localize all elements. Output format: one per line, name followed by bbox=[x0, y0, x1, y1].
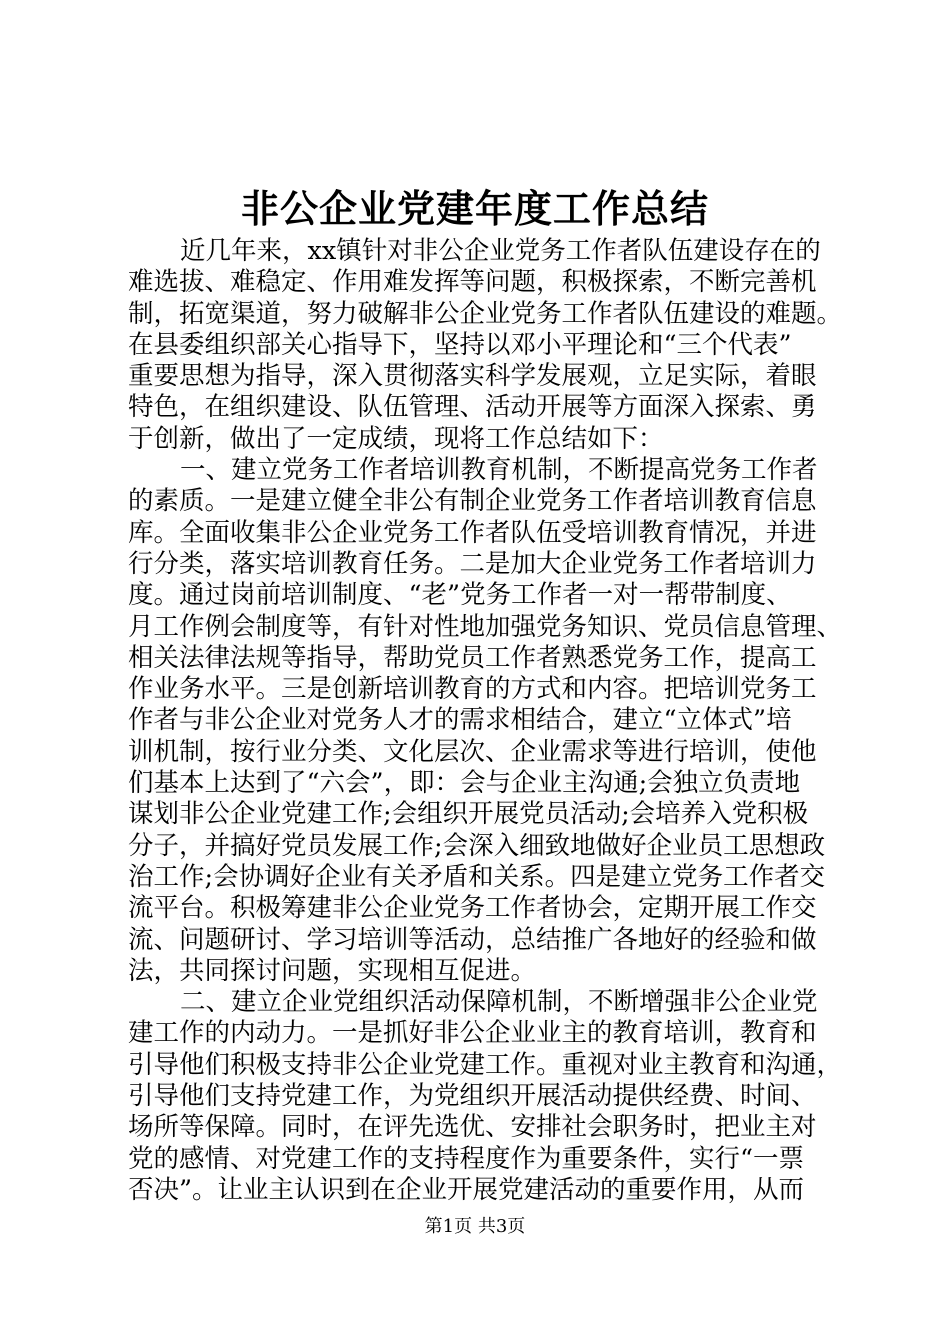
paragraph-line: 们基本上达到了“六会”，即：会与企业主沟通;会独立负责地 bbox=[128, 768, 801, 799]
paragraph-line: 场所等保障。同时，在评先选优、安排社会职务时，把业主对 bbox=[128, 1112, 817, 1143]
paragraph-line: 流平台。积极筹建非公企业党务工作者协会，定期开展工作交 bbox=[128, 893, 817, 924]
document-title: 非公企业党建年度工作总结 bbox=[240, 186, 709, 231]
paragraph-line: 在县委组织部关心指导下，坚持以邓小平理论和“三个代表” bbox=[128, 329, 792, 360]
paragraph-line: 难选拔、难稳定、作用难发挥等问题，积极探索，不断完善机 bbox=[128, 267, 817, 298]
paragraph-line: 建工作的内动力。一是抓好非公企业业主的教育培训，教育和 bbox=[128, 1018, 817, 1049]
paragraph-line: 重要思想为指导，深入贯彻落实科学发展观，立足实际，着眼 bbox=[128, 361, 817, 392]
paragraph-line: 谋划非公企业党建工作;会组织开展党员活动;会培养入党积极 bbox=[128, 799, 809, 830]
paragraph-line: 库。全面收集非公企业党务工作者队伍受培训教育情况，并进 bbox=[128, 517, 817, 548]
page-footer: 第1页 共3页 bbox=[424, 1216, 526, 1237]
paragraph-line: 于创新，做出了一定成绩，现将工作总结如下： bbox=[128, 423, 664, 454]
paragraph-line: 制，拓宽渠道，努力破解非公企业党务工作者队伍建设的难题。 bbox=[128, 298, 843, 329]
paragraph-line: 二、建立企业党组织活动保障机制，不断增强非公企业党 bbox=[180, 987, 818, 1018]
paragraph-line: 度。通过岗前培训制度、“老”党务工作者一对一帮带制度、 bbox=[128, 580, 792, 611]
paragraph-line: 特色，在组织建设、队伍管理、活动开展等方面深入探索、勇 bbox=[128, 392, 817, 423]
paragraph-line: 流、问题研讨、学习培训等活动，总结推广各地好的经验和做 bbox=[128, 924, 817, 955]
paragraph-line: 引导他们积极支持非公企业党建工作。重视对业主教育和沟通， bbox=[128, 1049, 843, 1080]
paragraph-line: 作业务水平。三是创新培训教育的方式和内容。把培训党务工 bbox=[128, 674, 817, 705]
paragraph-line: 引导他们支持党建工作，为党组织开展活动提供经费、时间、 bbox=[128, 1081, 817, 1112]
paragraph-line: 的素质。一是建立健全非公有制企业党务工作者培训教育信息 bbox=[128, 486, 817, 517]
paragraph-line: 作者与非公企业对党务人才的需求相结合，建立“立体式”培 bbox=[128, 705, 792, 736]
document-body bbox=[128, 236, 843, 1206]
paragraph-line: 相关法律法规等指导，帮助党员工作者熟悉党务工作，提高工 bbox=[128, 642, 817, 673]
paragraph-line: 行分类，落实培训教育任务。二是加大企业党务工作者培训力 bbox=[128, 548, 817, 579]
paragraph-line: 法，共同探讨问题，实现相互促进。 bbox=[128, 955, 537, 986]
paragraph-line: 党的感情、对党建工作的支持程度作为重要条件，实行“一票 bbox=[128, 1143, 805, 1174]
paragraph-line: 近几年来，xx镇针对非公企业党务工作者队伍建设存在的 bbox=[180, 236, 821, 266]
paragraph-line: 训机制，按行业分类、文化层次、企业需求等进行培训，使他 bbox=[128, 736, 817, 767]
paragraph-line: 治工作;会协调好企业有关矛盾和关系。四是建立党务工作者交 bbox=[128, 861, 826, 892]
paragraph-line: 一、建立党务工作者培训教育机制，不断提高党务工作者 bbox=[180, 455, 818, 486]
paragraph-line: 月工作例会制度等，有针对性地加强党务知识、党员信息管理、 bbox=[128, 611, 843, 642]
paragraph-line: 分子，并搞好党员发展工作;会深入细致地做好企业员工思想政 bbox=[128, 830, 826, 861]
paragraph-line: 否决”。让业主认识到在企业开展党建活动的重要作用，从而 bbox=[128, 1174, 805, 1205]
